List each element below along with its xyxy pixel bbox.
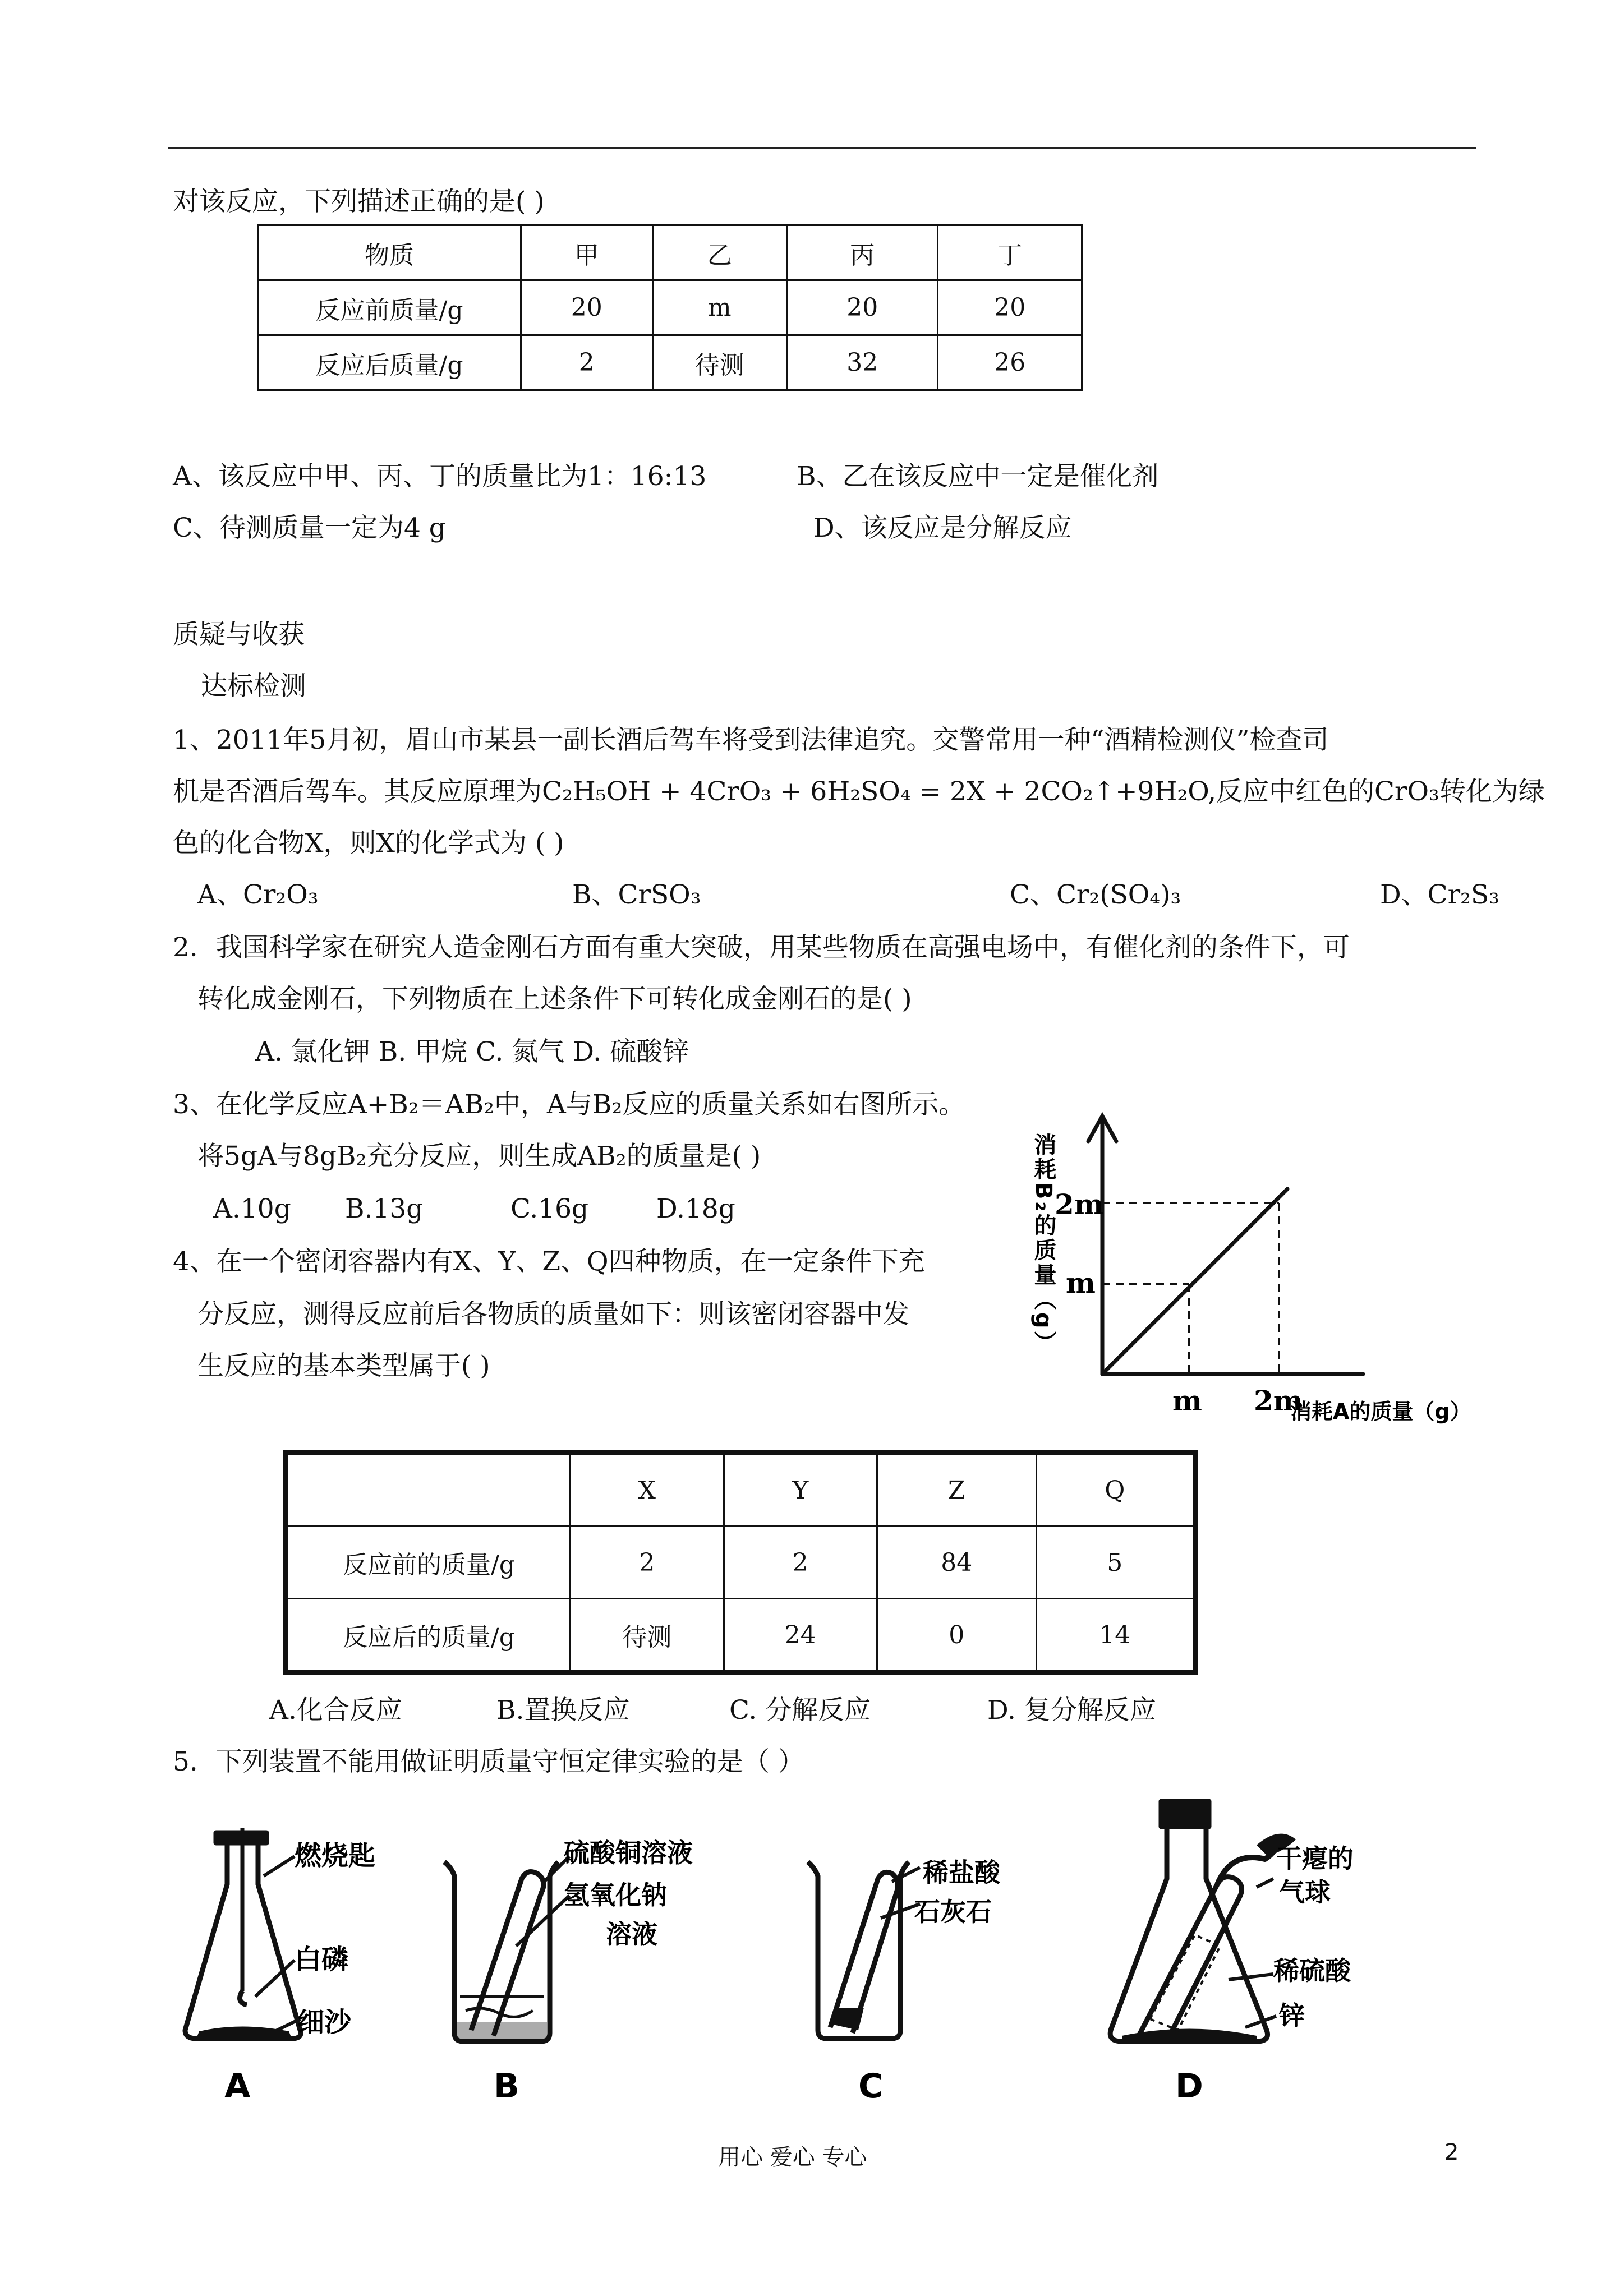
table-cell: 待测 — [571, 1599, 724, 1673]
table-cell: X — [571, 1453, 724, 1527]
table-cell: 反应后质量/g — [258, 335, 521, 390]
table-cell: 待测 — [652, 335, 787, 390]
table-cell: 26 — [938, 335, 1082, 390]
q3-option-d: D.18g — [656, 1193, 735, 1224]
data-line — [1102, 1189, 1287, 1374]
table-cell: 84 — [877, 1527, 1036, 1599]
intro-option-d: D、该反应是分解反应 — [813, 513, 1072, 543]
q4-line-2: 分反应，测得反应前后各物质的质量如下：则该密闭容器中发 — [197, 1299, 909, 1330]
q4-option-d: D. 复分解反应 — [987, 1695, 1156, 1726]
table-cell: Y — [724, 1453, 877, 1527]
apparatus-c-label: 稀盐酸 — [923, 1857, 1000, 1888]
x-tick-label: 2m — [1254, 1384, 1303, 1417]
intro-option-c: C、待测质量一定为4 g — [173, 513, 446, 543]
table-cell: 2 — [571, 1527, 724, 1599]
apparatus-b-label: 硫酸铜溶液 — [564, 1838, 693, 1868]
x-axis-label: 消耗A的质量（g） — [1290, 1399, 1471, 1424]
y-tick-label: m — [1066, 1266, 1096, 1299]
q2-options: A. 氯化钾 B. 甲烷 C. 氮气 D. 硫酸锌 — [255, 1036, 689, 1067]
reaction-table-1 — [257, 224, 1083, 391]
table-row — [258, 280, 1082, 335]
apparatus-c-letter: C — [858, 2067, 884, 2106]
table-row — [258, 335, 1082, 390]
q4-line-1: 4、在一个密闭容器内有X、Y、Z、Q四种物质，在一定条件下充 — [173, 1246, 925, 1277]
apparatus-a-letter: A — [224, 2067, 251, 2106]
apparatus-d-flask — [1088, 1795, 1414, 2109]
table-cell: 物质 — [258, 225, 521, 280]
apparatus-b-letter: B — [494, 2067, 519, 2106]
q5-line-1: 5．下列装置不能用做证明质量守恒定律实验的是（ ） — [173, 1746, 804, 1777]
q3-line-1: 3、在化学反应A+B₂＝AB₂中，A与B₂反应的质量关系如右图所示。 — [173, 1089, 965, 1120]
intro-option-a: A、该反应中甲、丙、丁的质量比为1：16:13 — [173, 461, 707, 492]
table-cell: 反应前质量/g — [258, 280, 521, 335]
apparatus-b-beaker — [438, 1823, 752, 2114]
q4-option-c: C. 分解反应 — [729, 1695, 871, 1726]
table-cell: m — [652, 280, 787, 335]
apparatus-a-label: 白磷 — [295, 1944, 349, 1975]
table-cell: 丙 — [787, 225, 938, 280]
q4-option-b: B.置换反应 — [496, 1695, 630, 1726]
section-title: 质疑与收获 — [173, 619, 305, 650]
q2-line-1: 2．我国科学家在研究人造金刚石方面有重大突破，用某些物质在高强电场中，有催化剂的条件下，可 — [173, 932, 1350, 963]
mass-relationship-graph — [1004, 1088, 1487, 1447]
x-tick-label: m — [1172, 1384, 1202, 1417]
header-rule — [168, 147, 1476, 149]
apparatus-b-label: 氢氧化钠 — [564, 1880, 667, 1910]
table-cell: 甲 — [521, 225, 653, 280]
q3-line-2: 将5gA与8gB₂充分反应，则生成AB₂的质量是( ) — [197, 1141, 761, 1172]
page-number: 2 — [1444, 2140, 1459, 2165]
table-cell: 20 — [521, 280, 653, 335]
q1-line-3: 色的化合物X，则X的化学式为 ( ) — [173, 828, 564, 859]
reaction-table-2 — [283, 1450, 1198, 1675]
q3-option-c: C.16g — [510, 1193, 589, 1224]
table-header-row — [286, 1453, 1195, 1527]
apparatus-d-label: 锌 — [1279, 2000, 1305, 2031]
apparatus-d-label: 稀硫酸 — [1273, 1956, 1351, 1986]
table-header-row — [258, 225, 1082, 280]
apparatus-c-label: 石灰石 — [914, 1897, 992, 1927]
q1-line-2: 机是否酒后驾车。其反应原理为C₂H₅OH + 4CrO₃ + 6H₂SO₄ = 2X + 2CO₂↑+9H₂O,反应中红色的CrO₃转化为绿 — [173, 776, 1545, 807]
apparatus-c-beaker — [802, 1823, 1055, 2114]
q4-option-a: A.化合反应 — [269, 1695, 402, 1726]
footer-motto: 用心 爱心 专心 — [718, 2145, 867, 2170]
q1-option-b: B、CrSO₃ — [572, 879, 701, 910]
table-cell: 0 — [877, 1599, 1036, 1673]
table-cell: 5 — [1036, 1527, 1195, 1599]
q4-line-3: 生反应的基本类型属于( ) — [197, 1350, 490, 1381]
table-cell: 20 — [787, 280, 938, 335]
table-cell: 32 — [787, 335, 938, 390]
table-row — [286, 1599, 1195, 1673]
table-cell: 2 — [724, 1527, 877, 1599]
apparatus-b-label: 溶液 — [606, 1919, 657, 1949]
y-tick-label: 2m — [1055, 1188, 1104, 1221]
apparatus-a-flask — [180, 1823, 438, 2114]
table-cell: Z — [877, 1453, 1036, 1527]
table-cell: 24 — [724, 1599, 877, 1673]
q1-option-d: D、Cr₂S₃ — [1380, 879, 1499, 910]
q3-option-b: B.13g — [345, 1193, 424, 1224]
table-row — [286, 1527, 1195, 1599]
table-cell: 20 — [938, 280, 1082, 335]
q1-option-a: A、Cr₂O₃ — [197, 879, 319, 910]
apparatus-a-label: 燃烧匙 — [295, 1840, 376, 1871]
table-cell: 反应后的质量/g — [286, 1599, 571, 1673]
q3-option-a: A.10g — [213, 1193, 291, 1224]
subsection-title: 达标检测 — [201, 671, 306, 702]
intro-option-b: B、乙在该反应中一定是催化剂 — [797, 461, 1159, 492]
table-cell: Q — [1036, 1453, 1195, 1527]
table-cell: 乙 — [652, 225, 787, 280]
apparatus-d-label: 气球 — [1279, 1877, 1331, 1907]
table-cell: 14 — [1036, 1599, 1195, 1673]
apparatus-d-label: 干瘪的 — [1276, 1843, 1354, 1874]
y-axis-label: 消耗B₂的质量（g） — [1030, 1133, 1056, 1356]
q2-line-2: 转化成金刚石，下列物质在上述条件下可转化成金刚石的是( ) — [197, 984, 912, 1015]
table-cell — [286, 1453, 571, 1527]
q1-option-c: C、Cr₂(SO₄)₃ — [1010, 879, 1181, 910]
q1-line-1: 1、2011年5月初，眉山市某县一副长酒后驾车将受到法律追究。交警常用一种“酒精检测仪”检查司 — [173, 725, 1329, 755]
table-cell: 2 — [521, 335, 653, 390]
apparatus-d-letter: D — [1175, 2067, 1203, 2106]
intro-question: 对该反应，下列描述正确的是( ) — [173, 186, 545, 217]
table-cell: 反应前的质量/g — [286, 1527, 571, 1599]
table-cell: 丁 — [938, 225, 1082, 280]
apparatus-a-label: 细沙 — [297, 2007, 352, 2038]
